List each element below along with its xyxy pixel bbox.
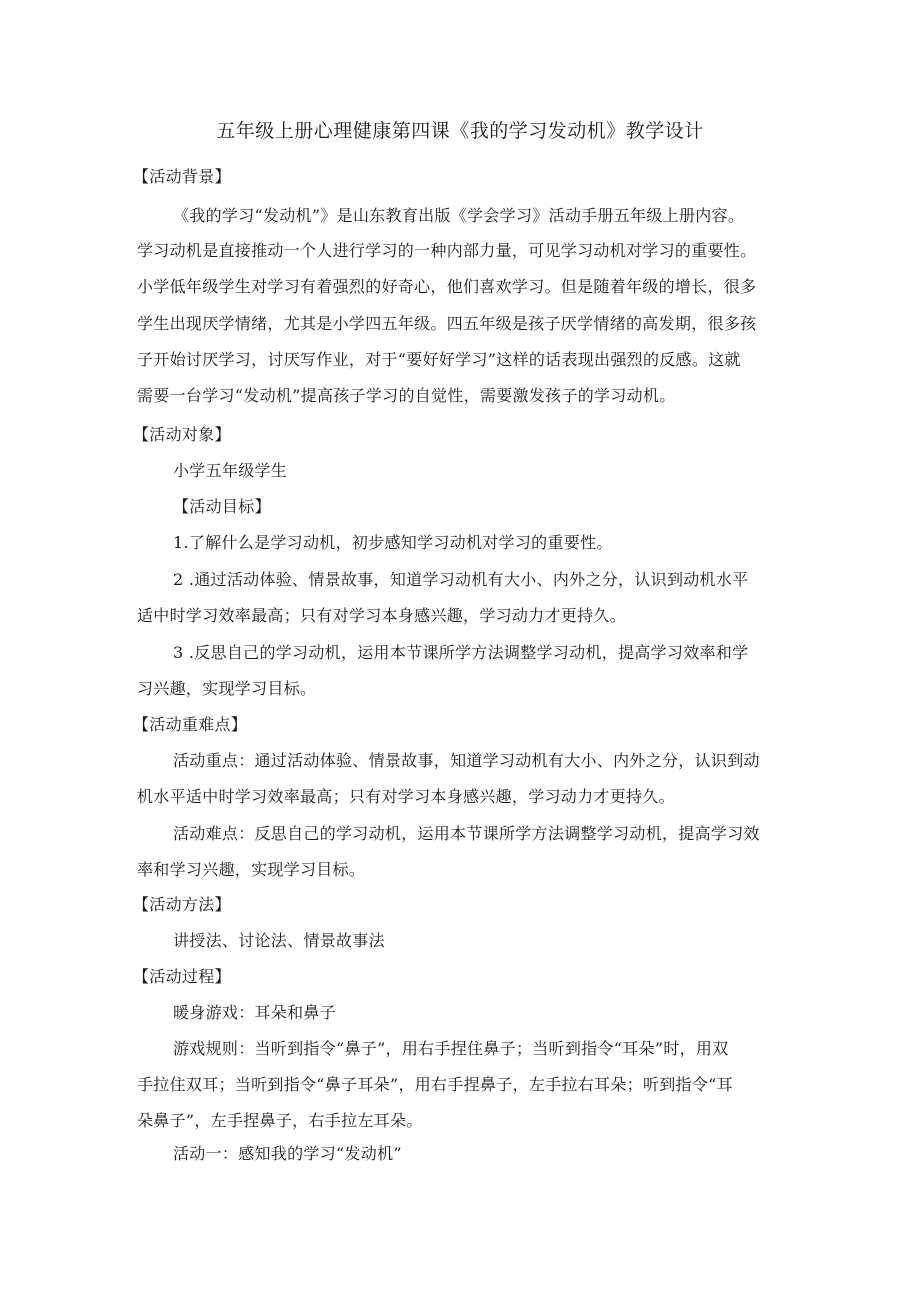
paragraph-line: 小学低年级学生对学习有着强烈的好奇心，他们喜欢学习。但是随着年级的增长，很多 (137, 277, 757, 296)
document-title: 五年级上册心理健康第四课《我的学习发动机》教学设计 (216, 120, 704, 142)
paragraph-line: 朵鼻子”，左手捏鼻子，右手拉左耳朵。 (137, 1111, 423, 1130)
paragraph-line: 需要一台学习“发动机”提高孩子学习的自觉性，需要激发孩子的学习动机。 (137, 386, 676, 405)
section-heading-audience: 【活动对象】 (133, 425, 231, 444)
paragraph-line: 手拉住双耳；当听到指令“鼻子耳朵”，用右手捏鼻子，左手拉右耳朵；听到指令“耳 (137, 1075, 733, 1094)
paragraph-line: 活动一：感知我的学习“发动机” (173, 1144, 402, 1163)
goal-item-2: 2 .通过活动体验、情景故事，知道学习动机有大小、内外之分，认识到动机水平 (173, 570, 749, 589)
goal-item-3: 3 .反思自己的学习动机，运用本节课所学方法调整学习动机，提高学习效率和学 (173, 643, 749, 662)
paragraph-line: 活动难点：反思自己的学习动机，运用本节课所学方法调整学习动机，提高学习效 (173, 824, 760, 843)
goal-item-1: 1.了解什么是学习动机，初步感知学习动机对学习的重要性。 (173, 533, 613, 552)
section-heading-goals: 【活动目标】 (173, 497, 271, 516)
paragraph-line: 游戏规则：当听到指令“鼻子”，用右手捏住鼻子；当听到指令“耳朵”时，用双 (173, 1039, 729, 1058)
paragraph-line: 讲授法、讨论法、情景故事法 (173, 931, 385, 950)
paragraph-line: 习兴趣，实现学习目标。 (137, 679, 317, 698)
section-heading-methods: 【活动方法】 (133, 895, 231, 914)
paragraph-line: 机水平适中时学习效率最高；只有对学习本身感兴趣，学习动力才更持久。 (137, 787, 675, 806)
paragraph-line: 适中时学习效率最高；只有对学习本身感兴趣，学习动力才更持久。 (137, 606, 627, 625)
section-heading-key-points: 【活动重难点】 (133, 715, 248, 734)
paragraph-line: 暖身游戏：耳朵和鼻子 (173, 1003, 337, 1022)
paragraph-line: 小学五年级学生 (173, 461, 288, 480)
paragraph-line: 《我的学习“发动机”》是山东教育出版《学会学习》活动手册五年级上册内容。 (173, 206, 745, 225)
section-heading-process: 【活动过程】 (133, 967, 231, 986)
paragraph-line: 学生出现厌学情绪，尤其是小学四五年级。四五年级是孩子厌学情绪的高发期，很多孩 (137, 314, 757, 333)
paragraph-line: 学习动机是直接推动一个人进行学习的一种内部力量，可见学习动机对学习的重要性。 (137, 241, 757, 260)
paragraph-line: 率和学习兴趣，实现学习目标。 (137, 860, 366, 879)
section-heading-background: 【活动背景】 (133, 167, 231, 186)
paragraph-line: 子开始讨厌学习，讨厌写作业，对于“要好好学习”这样的话表现出强烈的反感。这就 (137, 350, 741, 369)
paragraph-line: 活动重点：通过活动体验、情景故事，知道学习动机有大小、内外之分，认识到动 (173, 751, 760, 770)
